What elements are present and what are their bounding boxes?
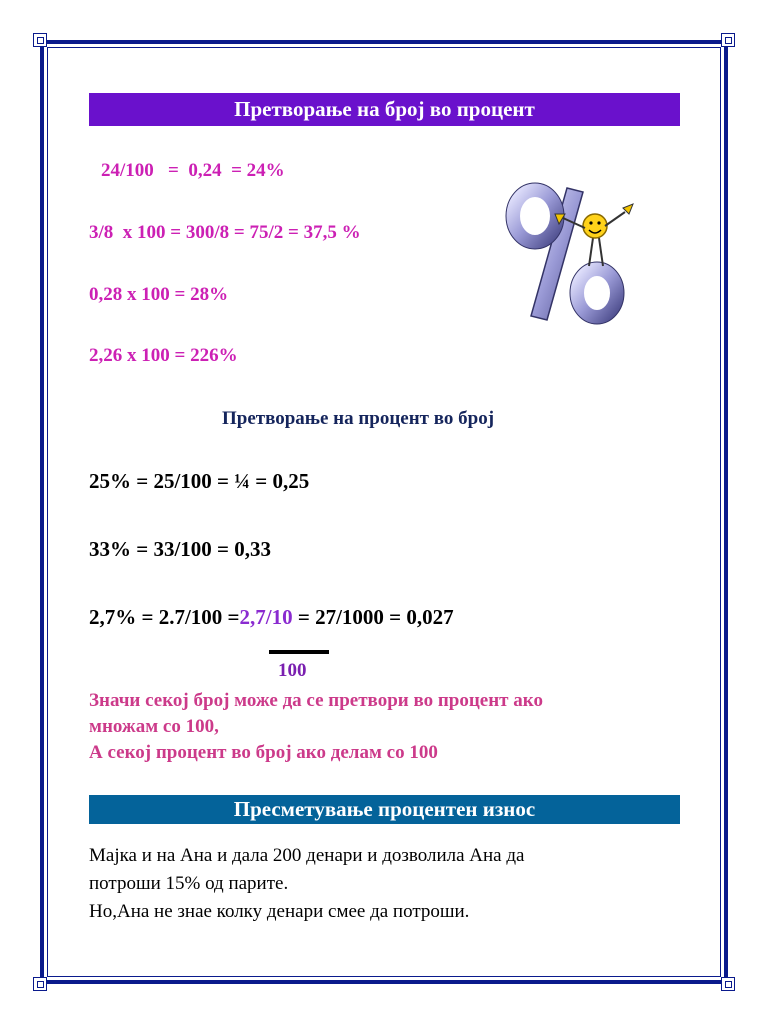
section-title: Пресметување процентен износ [233, 797, 536, 821]
problem-text [89, 842, 649, 926]
problem-line-1: Мајка и на Ана и дала 200 денари и дозволила Ана да [89, 845, 525, 866]
equation-line-6: 33% = 33/100 = 0,33 [89, 537, 272, 561]
border-corner-top-right [721, 33, 735, 47]
equation-highlight: 2,7/10 [239, 605, 293, 629]
equation-part: = 27/1000 = 0,027 [292, 605, 454, 629]
note-line-2: множам со 100, [89, 716, 219, 737]
subsection-title-percent-to-number: Претворање на процент во број [222, 408, 495, 429]
problem-line-3: Но,Ана не знае колку денари смее да потроши. [89, 901, 470, 922]
note-line-1: Значи секој број може да се претвори во процент ако [89, 690, 543, 711]
section-header-number-to-percent [89, 93, 680, 126]
equation-part: 2,7% = 2.7/100 = [89, 605, 240, 629]
fraction-denominator: 100 [278, 660, 307, 681]
equation-line-2: 3/8 x 100 = 300/8 = 75/2 = 37,5 % [89, 222, 361, 243]
note-line-3: А секој процент во број ако делам со 100 [89, 742, 438, 763]
equation-line-1: 24/100 = 0,24 = 24% [101, 160, 285, 181]
border-corner-bottom-right [721, 977, 735, 991]
border-corner-top-left [33, 33, 47, 47]
problem-line-2: потроши 15% од парите. [89, 873, 289, 894]
percent-character-icon [505, 178, 645, 328]
fraction-bar [269, 650, 329, 654]
equation-line-4: 2,26 x 100 = 226% [89, 345, 238, 366]
equation-line-3: 0,28 x 100 = 28% [89, 284, 229, 305]
border-corner-bottom-left [33, 977, 47, 991]
section-title: Претворање на број во процент [234, 97, 535, 121]
equation-line-5: 25% = 25/100 = ¼ = 0,25 [89, 469, 310, 493]
section-header-percent-amount [89, 795, 680, 824]
equation-line-7 [89, 605, 454, 630]
